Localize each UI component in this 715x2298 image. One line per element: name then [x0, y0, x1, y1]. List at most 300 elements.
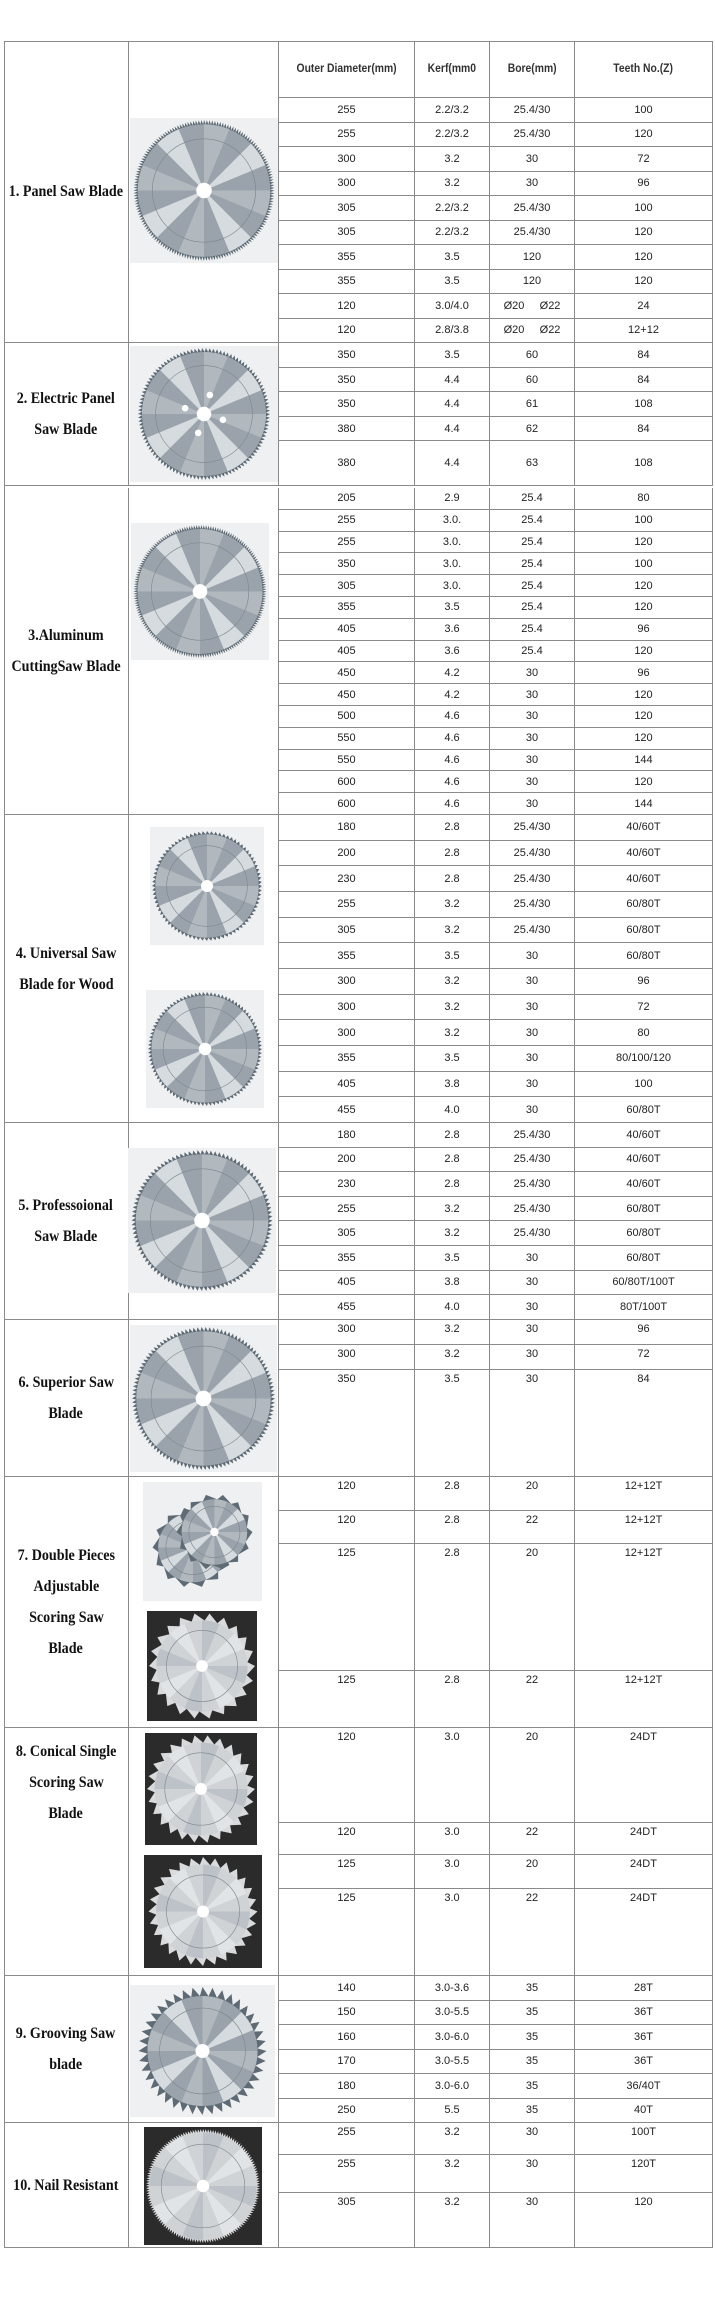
saw-blade-image: [130, 346, 278, 482]
product-name-line: 9. Grooving Saw: [16, 2025, 116, 2042]
kerf-cell: [415, 1295, 490, 1320]
outer-diameter-cell: [279, 1320, 415, 1345]
bore-cell: [490, 417, 575, 441]
outer-diameter-value: 600: [337, 797, 356, 810]
kerf-cell: [415, 196, 490, 221]
kerf-value: 3.2: [444, 1026, 460, 1039]
bore-cell: [490, 196, 575, 221]
saw-blade-image: [150, 827, 264, 945]
kerf-cell: [415, 123, 490, 148]
bore-cell: [490, 750, 575, 772]
outer-diameter-cell: [279, 1728, 415, 1823]
teeth-cell: [575, 750, 713, 772]
outer-diameter-value: 350: [337, 373, 356, 386]
bore-cell: [490, 368, 575, 392]
kerf-value: 4.6: [444, 710, 460, 723]
kerf-cell: [415, 553, 490, 575]
teeth-cell: [575, 1671, 713, 1728]
teeth-value: 28T: [634, 1981, 653, 1994]
bore-cell: [490, 98, 575, 123]
teeth-value: 60/80T: [626, 1251, 661, 1264]
kerf-cell: [415, 1148, 490, 1173]
kerf-cell: [415, 1544, 490, 1671]
teeth-cell: [575, 1221, 713, 1246]
outer-diameter-value: 350: [337, 557, 356, 570]
outer-diameter-cell: [279, 1123, 415, 1148]
outer-diameter-value: 350: [337, 398, 356, 410]
kerf-cell: [415, 1345, 490, 1370]
teeth-value: 24DT: [630, 1731, 657, 1743]
teeth-value: 12+12T: [624, 1547, 663, 1559]
teeth-cell: [575, 641, 713, 663]
outer-diameter-cell: [279, 1889, 415, 1976]
bore-value: 25.4/30: [513, 1227, 551, 1240]
outer-diameter-value: 180: [337, 1128, 356, 1141]
kerf-cell: [415, 488, 490, 510]
outer-diameter-cell: [279, 1345, 415, 1370]
kerf-cell: [415, 969, 490, 995]
teeth-cell: [575, 1889, 713, 1976]
teeth-value: 60/80T: [626, 1202, 661, 1215]
bore-value: 35: [525, 2079, 539, 2092]
product-name-line: Scoring Saw: [28, 1774, 104, 1791]
teeth-cell: [575, 619, 713, 641]
outer-diameter-value: 600: [337, 775, 356, 788]
teeth-cell: [575, 1123, 713, 1148]
outer-diameter-value: 180: [337, 821, 356, 834]
teeth-value: 120: [634, 128, 653, 141]
product-name-line: 8. Conical Single: [15, 1743, 117, 1760]
teeth-value: 40/60T: [626, 1153, 661, 1166]
saw-blade-image: [131, 523, 269, 660]
teeth-cell: [575, 2123, 713, 2155]
outer-diameter-cell: [279, 892, 415, 918]
saw-blade-image: [128, 1148, 276, 1293]
kerf-value: 3.2: [444, 2158, 460, 2170]
kerf-cell: [415, 1477, 490, 1511]
outer-diameter-value: 255: [337, 514, 356, 527]
teeth-value: 108: [634, 398, 653, 410]
outer-diameter-value: 550: [337, 753, 356, 766]
kerf-value: 3.5: [444, 1052, 460, 1065]
bore-value: 25.4: [521, 492, 543, 505]
teeth-value: 60/80T/100T: [612, 1276, 675, 1289]
kerf-value: 2.8: [444, 846, 460, 859]
kerf-cell: [415, 1823, 490, 1855]
bore-cell: [490, 793, 575, 815]
bore-value: 30: [525, 1348, 539, 1360]
kerf-value: 3.0/4.0: [435, 299, 469, 312]
bore-value: 35: [525, 1981, 539, 1994]
product-name-line: Blade: [48, 1640, 84, 1657]
bore-value: 22: [525, 1514, 539, 1526]
outer-diameter-value: 150: [337, 2006, 356, 2019]
outer-diameter-cell: [279, 1370, 415, 1477]
outer-diameter-value: 405: [337, 623, 356, 636]
teeth-cell: [575, 1511, 713, 1544]
teeth-cell: [575, 1197, 713, 1222]
product-name-cell: [4, 1320, 129, 1477]
outer-diameter-value: 255: [337, 103, 356, 116]
bore-value: 30: [525, 1300, 539, 1313]
product-name-cell: [4, 815, 129, 1123]
header-label: Outer Diameter(mm): [296, 63, 397, 75]
outer-diameter-cell: [279, 510, 415, 532]
bore-cell: [490, 995, 575, 1021]
bore-value: 22: [525, 1892, 539, 1904]
teeth-value: 120: [634, 710, 653, 723]
kerf-cell: [415, 294, 490, 319]
outer-diameter-value: 405: [337, 1078, 356, 1091]
kerf-value: 3.6: [444, 623, 460, 636]
kerf-value: 4.6: [444, 753, 460, 766]
outer-diameter-value: 300: [337, 1348, 356, 1360]
outer-diameter-cell: [279, 98, 415, 123]
outer-diameter-value: 170: [337, 2055, 356, 2068]
bore-value: 30: [525, 775, 539, 788]
teeth-cell: [575, 1271, 713, 1296]
kerf-cell: [415, 510, 490, 532]
bore-cell: [490, 597, 575, 619]
teeth-value: 60/80T: [626, 898, 661, 911]
product-name-cell: [4, 2123, 129, 2248]
bore-value: 25.4/30: [513, 1177, 551, 1190]
outer-diameter-value: 300: [337, 1001, 356, 1014]
kerf-value: 4.0: [444, 1300, 460, 1313]
kerf-value: 4.4: [444, 398, 460, 410]
bore-cell: [490, 1046, 575, 1072]
teeth-value: 40T: [634, 2104, 653, 2117]
kerf-value: 3.8: [444, 1276, 460, 1289]
teeth-cell: [575, 270, 713, 295]
kerf-cell: [415, 943, 490, 969]
outer-diameter-value: 255: [337, 2158, 356, 2170]
teeth-value: 24DT: [630, 1826, 657, 1838]
teeth-cell: [575, 1823, 713, 1855]
teeth-cell: [575, 2001, 713, 2026]
teeth-cell: [575, 728, 713, 750]
bore-cell: [490, 1295, 575, 1320]
teeth-cell: [575, 597, 713, 619]
outer-diameter-cell: [279, 319, 415, 344]
saw-blade-image: [143, 1482, 262, 1601]
bore-cell: [490, 2155, 575, 2193]
outer-diameter-cell: [279, 1097, 415, 1123]
bore-cell: [490, 245, 575, 270]
kerf-value: 3.2: [444, 1348, 460, 1360]
bore-cell: [490, 2001, 575, 2026]
kerf-cell: [415, 441, 490, 486]
teeth-value: 144: [634, 797, 653, 810]
bore-cell: [490, 343, 575, 368]
header-label: Bore(mm): [507, 63, 557, 75]
teeth-value: 40/60T: [626, 821, 661, 834]
kerf-value: 3.2: [444, 2196, 460, 2208]
outer-diameter-cell: [279, 2001, 415, 2026]
saw-blade-image: [130, 1985, 275, 2117]
kerf-value: 3.2: [444, 975, 460, 988]
saw-blade-image: [130, 1325, 277, 1472]
outer-diameter-value: 125: [337, 1892, 356, 1904]
teeth-cell: [575, 1172, 713, 1197]
kerf-value: 3.0.: [442, 557, 462, 570]
saw-blade-image: [147, 1611, 257, 1721]
outer-diameter-cell: [279, 575, 415, 597]
outer-diameter-cell: [279, 1544, 415, 1671]
bore-cell: [490, 270, 575, 295]
bore-cell: [490, 172, 575, 197]
kerf-cell: [415, 892, 490, 918]
kerf-cell: [415, 995, 490, 1021]
outer-diameter-cell: [279, 918, 415, 944]
outer-diameter-value: 500: [337, 710, 356, 723]
kerf-cell: [415, 1271, 490, 1296]
teeth-cell: [575, 245, 713, 270]
teeth-value: 120: [634, 732, 653, 745]
bore-cell: [490, 2074, 575, 2099]
outer-diameter-value: 300: [337, 177, 356, 190]
kerf-value: 3.2: [444, 924, 460, 936]
kerf-cell: [415, 1671, 490, 1728]
teeth-value: 84: [637, 349, 650, 361]
kerf-cell: [415, 866, 490, 892]
outer-diameter-cell: [279, 172, 415, 197]
outer-diameter-value: 450: [337, 688, 356, 701]
bore-cell: [490, 641, 575, 663]
bore-value: 25.4/30: [513, 128, 551, 141]
teeth-cell: [575, 2050, 713, 2075]
outer-diameter-cell: [279, 597, 415, 619]
product-name-cell: [4, 1477, 129, 1728]
teeth-value: 120: [634, 688, 653, 701]
outer-diameter-cell: [279, 815, 415, 841]
product-name-line: Blade: [48, 1405, 84, 1422]
bore-value: 30: [525, 1323, 539, 1335]
teeth-value: 100: [634, 557, 653, 570]
bore-cell: [490, 294, 575, 319]
bore-cell: [490, 892, 575, 918]
teeth-cell: [575, 172, 713, 197]
kerf-value: 2.9: [444, 492, 460, 505]
teeth-cell: [575, 793, 713, 815]
outer-diameter-cell: [279, 641, 415, 663]
teeth-value: 100: [634, 103, 653, 116]
bore-cell: [490, 2050, 575, 2075]
kerf-cell: [415, 2001, 490, 2026]
bore-cell: [490, 1370, 575, 1477]
product-name-line: 3.Aluminum: [28, 627, 104, 644]
bore-value: 30: [525, 797, 539, 810]
teeth-cell: [575, 892, 713, 918]
teeth-value: 120: [634, 535, 653, 548]
outer-diameter-cell: [279, 1020, 415, 1046]
kerf-value: 3.2: [444, 1001, 460, 1014]
outer-diameter-value: 355: [337, 949, 356, 962]
product-name-line: 6. Superior Saw: [18, 1374, 114, 1391]
teeth-cell: [575, 510, 713, 532]
teeth-cell: [575, 196, 713, 221]
kerf-cell: [415, 221, 490, 246]
teeth-cell: [575, 441, 713, 486]
bore-cell: [490, 706, 575, 728]
bore-cell: [490, 771, 575, 793]
kerf-cell: [415, 750, 490, 772]
outer-diameter-cell: [279, 488, 415, 510]
bore-cell: [490, 575, 575, 597]
kerf-cell: [415, 1123, 490, 1148]
bore-value: 25.4/30: [513, 201, 551, 214]
teeth-value: 100T: [630, 2126, 657, 2138]
kerf-cell: [415, 2025, 490, 2050]
outer-diameter-value: 255: [337, 1202, 356, 1215]
saw-blade-image: [146, 990, 264, 1108]
teeth-cell: [575, 147, 713, 172]
kerf-value: 3.5: [444, 349, 460, 361]
teeth-value: 72: [637, 152, 650, 165]
teeth-value: 60/80T: [626, 949, 661, 962]
product-name-cell: [4, 1123, 129, 1320]
outer-diameter-cell: [279, 1295, 415, 1320]
kerf-value: 3.5: [444, 1373, 460, 1385]
bore-cell: [490, 1148, 575, 1173]
bore-cell: [490, 488, 575, 510]
outer-diameter-value: 125: [337, 1858, 356, 1870]
outer-diameter-value: 355: [337, 275, 356, 288]
kerf-value: 2.8: [444, 1128, 460, 1141]
bore-cell: [490, 510, 575, 532]
bore-cell: [490, 1728, 575, 1823]
bore-value: 25.4/30: [513, 226, 551, 239]
outer-diameter-value: 125: [337, 1674, 356, 1686]
bore-value: 30: [525, 666, 539, 679]
kerf-cell: [415, 662, 490, 684]
bore-cell: [490, 532, 575, 554]
bore-cell: [490, 619, 575, 641]
bore-value: Ø20 Ø22: [503, 299, 561, 312]
outer-diameter-cell: [279, 1823, 415, 1855]
kerf-cell: [415, 619, 490, 641]
teeth-value: 60/80T: [626, 1103, 661, 1116]
bore-cell: [490, 2123, 575, 2155]
outer-diameter-cell: [279, 728, 415, 750]
bore-value: 30: [525, 1103, 539, 1116]
header-outer-diameter: [279, 41, 415, 98]
kerf-value: 3.0.: [442, 579, 462, 592]
kerf-cell: [415, 1511, 490, 1544]
outer-diameter-cell: [279, 2074, 415, 2099]
kerf-cell: [415, 98, 490, 123]
teeth-value: 120: [634, 2196, 653, 2208]
outer-diameter-value: 355: [337, 1052, 356, 1065]
kerf-value: 2.2/3.2: [435, 201, 469, 214]
teeth-value: 120: [634, 644, 653, 657]
kerf-value: 2.8: [444, 1153, 460, 1166]
kerf-value: 3.0-6.0: [434, 2030, 470, 2043]
teeth-value: 120: [634, 601, 653, 614]
kerf-cell: [415, 1072, 490, 1098]
outer-diameter-cell: [279, 1477, 415, 1511]
bore-cell: [490, 684, 575, 706]
outer-diameter-cell: [279, 619, 415, 641]
bore-value: 25.4: [521, 644, 543, 657]
teeth-cell: [575, 706, 713, 728]
outer-diameter-value: 300: [337, 1323, 356, 1335]
bore-value: 25.4/30: [513, 872, 551, 885]
teeth-value: 96: [637, 177, 650, 190]
outer-diameter-cell: [279, 1072, 415, 1098]
kerf-value: 2.2/3.2: [435, 128, 469, 141]
teeth-cell: [575, 123, 713, 148]
outer-diameter-cell: [279, 1197, 415, 1222]
bore-cell: [490, 1477, 575, 1511]
teeth-cell: [575, 575, 713, 597]
bore-cell: [490, 2193, 575, 2248]
kerf-cell: [415, 2050, 490, 2075]
bore-cell: [490, 1097, 575, 1123]
kerf-cell: [415, 2074, 490, 2099]
bore-cell: [490, 943, 575, 969]
teeth-cell: [575, 1544, 713, 1671]
outer-diameter-cell: [279, 969, 415, 995]
header-teeth: [575, 41, 713, 98]
kerf-value: 3.0-6.0: [434, 2079, 470, 2092]
teeth-cell: [575, 1855, 713, 1889]
teeth-value: 72: [637, 1001, 650, 1014]
teeth-cell: [575, 1370, 713, 1477]
teeth-cell: [575, 553, 713, 575]
kerf-cell: [415, 815, 490, 841]
product-name-line: Blade for Wood: [18, 975, 114, 993]
bore-cell: [490, 441, 575, 486]
outer-diameter-value: 255: [337, 535, 356, 548]
teeth-value: 84: [637, 1373, 650, 1385]
outer-diameter-cell: [279, 392, 415, 417]
kerf-cell: [415, 343, 490, 368]
teeth-value: 40/60T: [626, 1177, 661, 1190]
kerf-cell: [415, 147, 490, 172]
outer-diameter-cell: [279, 1046, 415, 1072]
kerf-value: 4.2: [444, 666, 460, 679]
teeth-cell: [575, 1976, 713, 2001]
header-label: Kerf(mm0: [427, 63, 477, 75]
kerf-cell: [415, 793, 490, 815]
outer-diameter-value: 120: [337, 324, 356, 337]
teeth-cell: [575, 368, 713, 392]
outer-diameter-value: 200: [337, 846, 356, 859]
outer-diameter-value: 250: [337, 2104, 356, 2117]
header-kerf: [415, 41, 490, 98]
bore-value: 22: [525, 1674, 539, 1686]
teeth-cell: [575, 532, 713, 554]
bore-value: 25.4/30: [513, 103, 551, 116]
bore-value: 20: [525, 1731, 539, 1743]
outer-diameter-cell: [279, 1976, 415, 2001]
bore-value: 25.4: [521, 579, 543, 592]
outer-diameter-value: 255: [337, 128, 356, 141]
product-name-cell: [4, 1976, 129, 2123]
teeth-cell: [575, 294, 713, 319]
bore-value: 20: [525, 1547, 539, 1559]
kerf-value: 3.5: [444, 949, 460, 962]
kerf-value: 3.2: [444, 898, 460, 911]
product-name-line: 10. Nail Resistant: [13, 2176, 119, 2194]
bore-value: 30: [525, 177, 539, 190]
teeth-cell: [575, 1295, 713, 1320]
product-name-line: Blade: [48, 1805, 84, 1822]
teeth-value: 12+12: [628, 324, 659, 337]
bore-cell: [490, 1271, 575, 1296]
kerf-value: 3.5: [444, 1251, 460, 1264]
